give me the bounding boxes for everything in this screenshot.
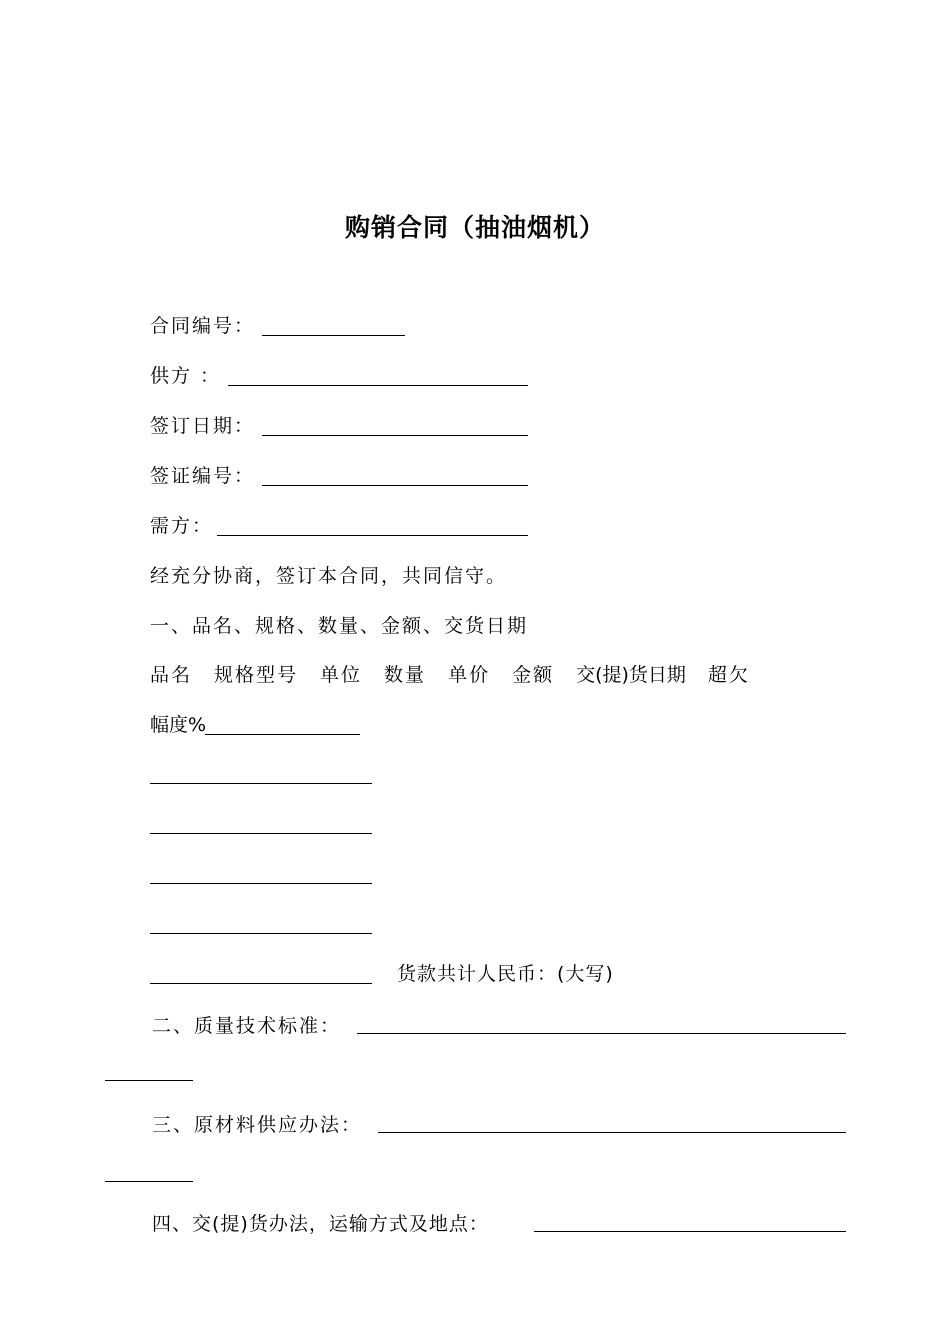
total-amount-label: 货款共计人民币：(大写) <box>397 963 614 985</box>
section1-heading: 一、品名、规格、数量、金额、交货日期 <box>150 615 529 637</box>
col-product-name: 品名 <box>150 664 193 686</box>
section3-blank <box>378 1132 846 1133</box>
contract-number-label: 合同编号： <box>150 315 256 337</box>
col-over-short: 超欠 <box>707 664 750 686</box>
section2-blank-cont <box>105 1080 193 1081</box>
col-spec-model: 规格型号 <box>214 664 299 686</box>
visa-number-blank <box>262 485 528 486</box>
section3-label: 三、原材料供应办法： <box>152 1114 363 1136</box>
section2-label: 二、质量技术标准： <box>152 1015 342 1037</box>
supplier-label: 供方 ： <box>150 365 222 387</box>
tolerance-blank <box>205 734 360 735</box>
sign-date-label: 签订日期： <box>150 415 256 437</box>
visa-number-label: 签证编号： <box>150 465 256 487</box>
item-row-blank <box>150 833 372 834</box>
item-row-blank <box>150 783 372 784</box>
col-over-short-cont: 幅度% <box>150 714 207 736</box>
item-row-blank <box>150 933 372 934</box>
document-title: 购销合同（抽油烟机） <box>344 213 605 242</box>
col-unit-price: 单价 <box>448 664 491 686</box>
contract-number-blank <box>262 335 405 336</box>
intro-text: 经充分协商，签订本合同，共同信守。 <box>150 565 508 587</box>
col-delivery-date: 交(提)货日期 <box>576 664 686 686</box>
col-unit: 单位 <box>320 664 363 686</box>
col-quantity: 数量 <box>384 664 427 686</box>
item-row-blank <box>150 983 372 984</box>
buyer-blank <box>217 535 528 536</box>
item-table-header <box>150 662 750 688</box>
col-amount: 金额 <box>512 664 555 686</box>
section2-blank <box>357 1033 846 1034</box>
section4-blank <box>534 1231 846 1232</box>
section3-blank-cont <box>105 1181 193 1182</box>
sign-date-blank <box>262 435 528 436</box>
section4-label: 四、交(提)货办法，运输方式及地点： <box>152 1213 489 1235</box>
supplier-blank <box>228 385 528 386</box>
item-row-blank <box>150 883 372 884</box>
buyer-label: 需方： <box>150 515 214 537</box>
